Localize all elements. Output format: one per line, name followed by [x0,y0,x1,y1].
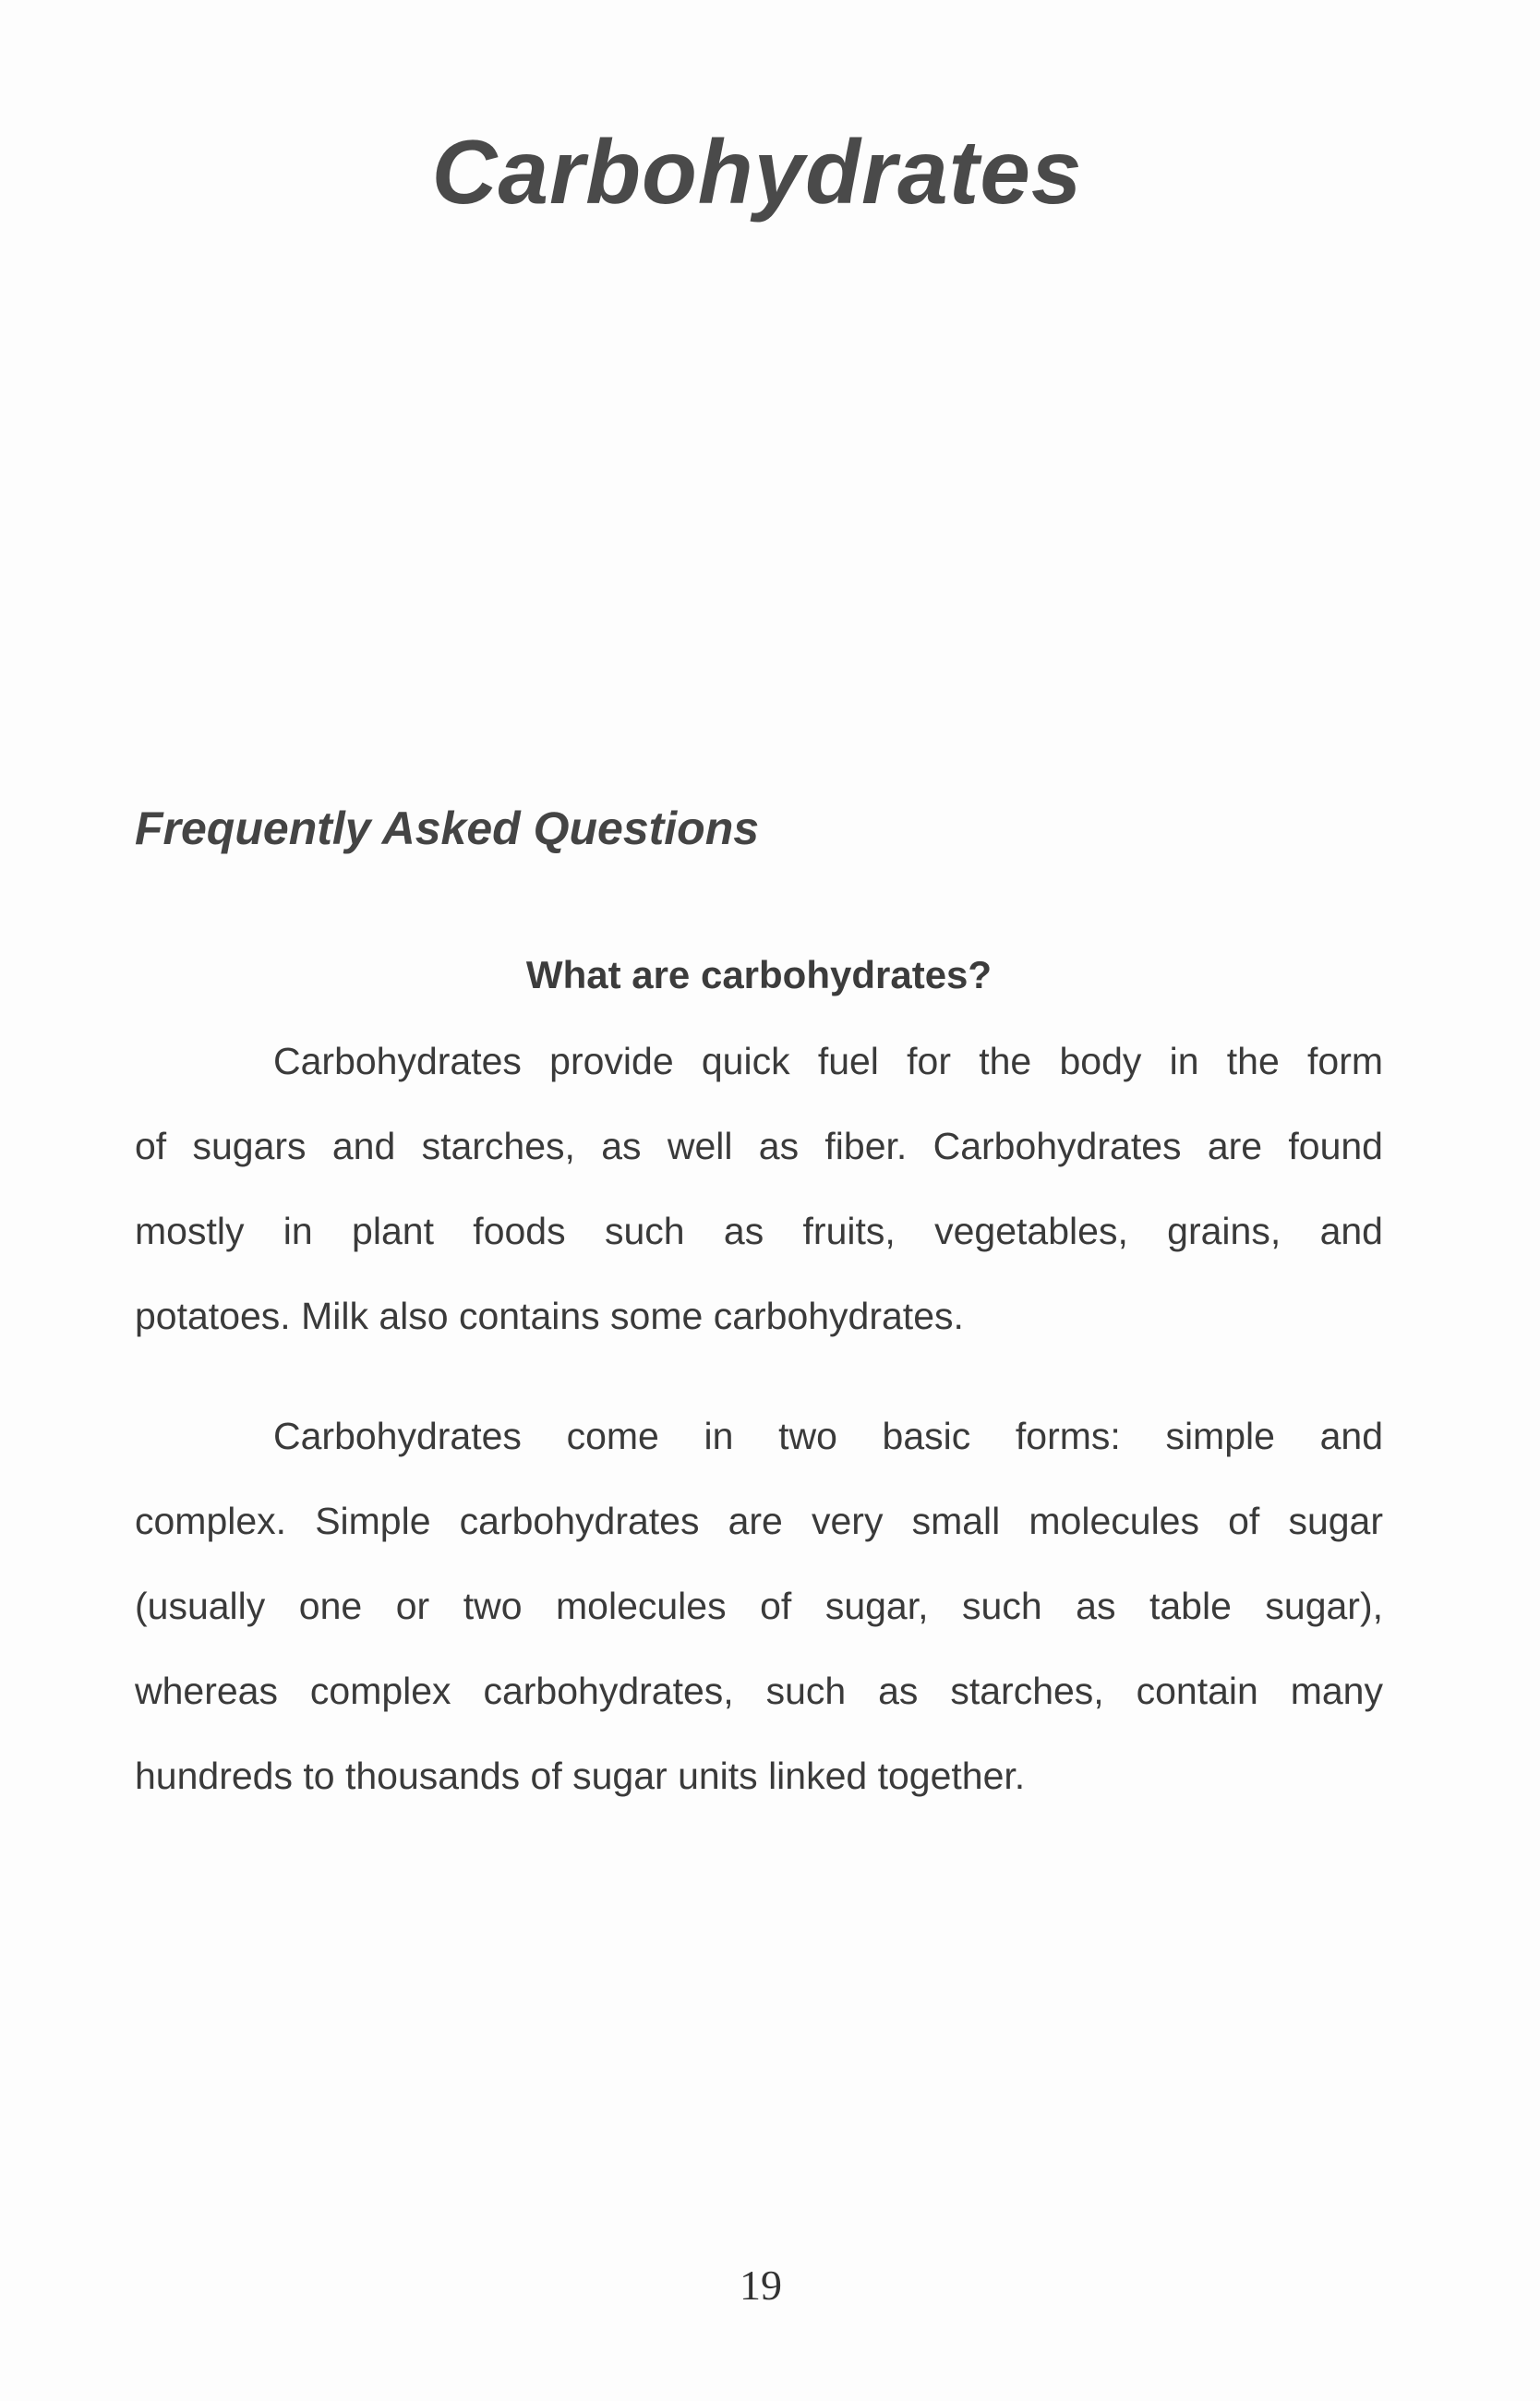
paragraph-line: complex. Simple carbohydrates are very small molecules of sugar [135,1500,1383,1542]
section-heading: Frequently Asked Questions [135,802,760,854]
paragraph-line: hundreds to thousands of sugar units linked together. [135,1755,1026,1797]
paragraph-line: of sugars and starches, as well as fiber. Carbohydrates are found [135,1125,1383,1167]
paragraph-line: Carbohydrates come in two basic forms: simple and [273,1415,1383,1457]
paragraph-line: whereas complex carbohydrates, such as starches, contain many [135,1670,1383,1712]
paragraph-line: (usually one or two molecules of sugar, such as table sugar), [135,1585,1383,1627]
question-heading: What are carbohydrates? [525,953,993,996]
paragraph-line: mostly in plant foods such as fruits, vegetables, grains, and [135,1210,1383,1252]
page-title: Carbohydrates [431,121,1083,223]
page-number: 19 [740,2262,782,2309]
paragraph-line: Carbohydrates provide quick fuel for the body in the form [273,1040,1383,1082]
paragraph-line: potatoes. Milk also contains some carbohydrates. [135,1295,964,1337]
